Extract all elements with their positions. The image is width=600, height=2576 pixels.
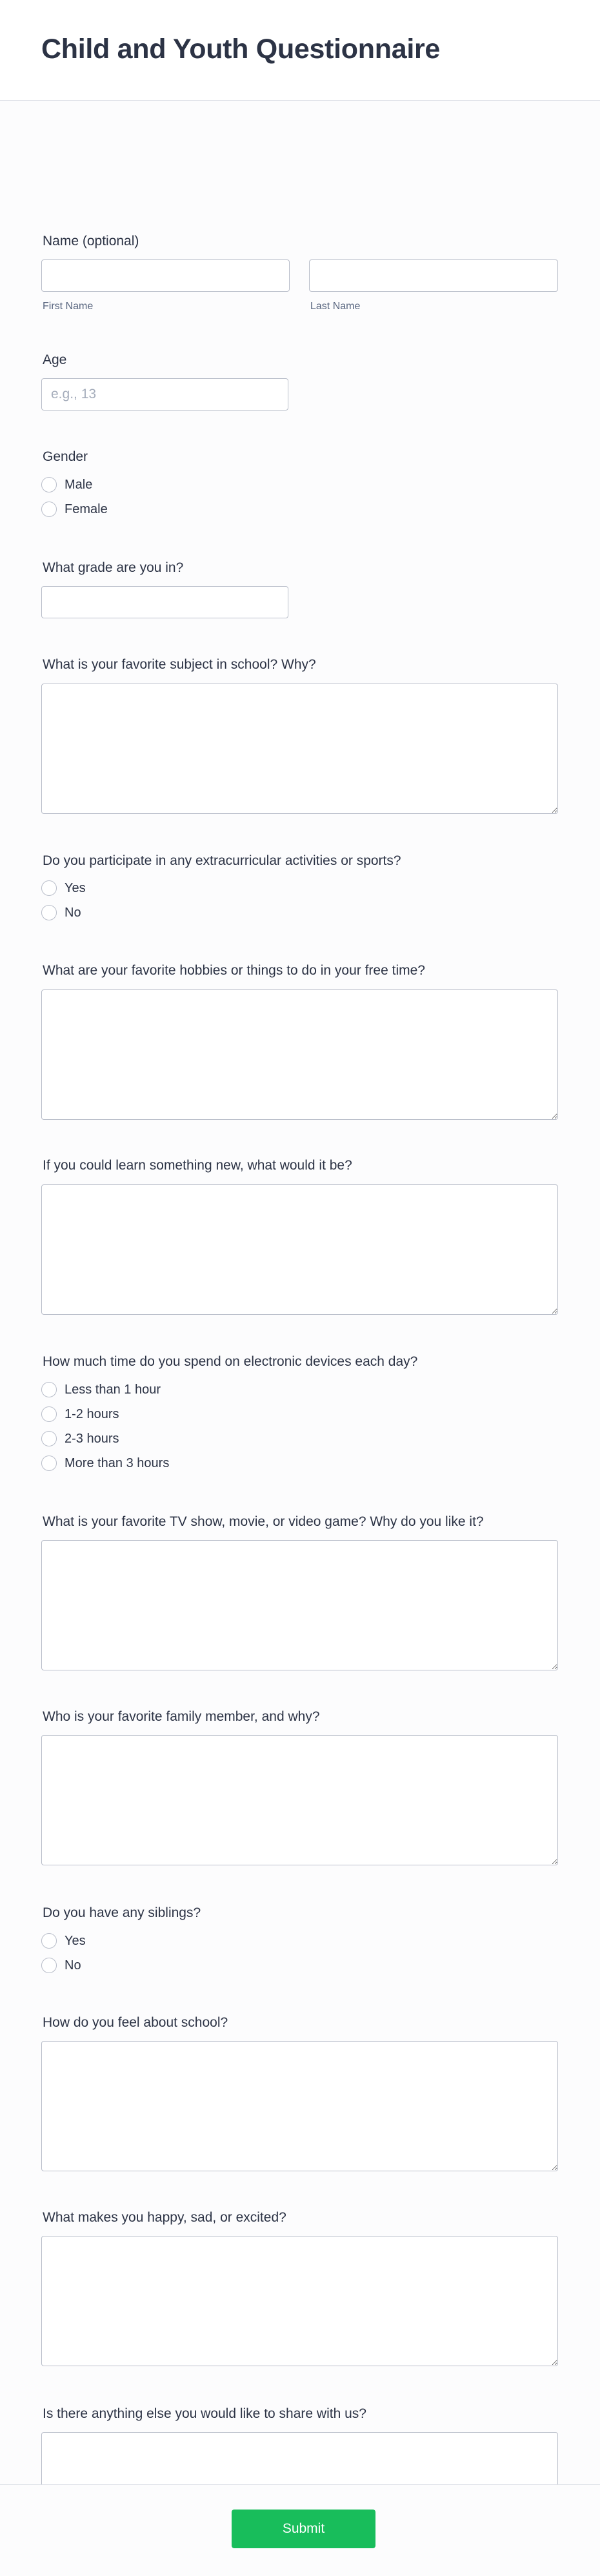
radio-label: Yes <box>65 880 86 895</box>
radio-label: Yes <box>65 1933 86 1948</box>
radio-button[interactable] <box>41 1455 57 1471</box>
radio-button[interactable] <box>41 1431 57 1446</box>
screen-time-option-1-2[interactable] <box>41 1405 119 1424</box>
form-header <box>0 0 600 101</box>
name-label: Name (optional) <box>43 234 139 248</box>
radio-label: 2-3 hours <box>65 1431 119 1446</box>
emotions-label: What makes you happy, sad, or excited? <box>43 2210 286 2225</box>
radio-button[interactable] <box>41 905 57 920</box>
grade-input[interactable] <box>41 586 288 618</box>
radio-button[interactable] <box>41 1406 57 1422</box>
radio-label: No <box>65 905 81 920</box>
family-member-textarea[interactable] <box>41 1735 558 1865</box>
last-name-input[interactable] <box>309 259 558 292</box>
form-footer <box>0 2484 600 2576</box>
radio-button[interactable] <box>41 1382 57 1397</box>
feel-school-textarea[interactable] <box>41 2041 558 2171</box>
favorite-subject-label: What is your favorite subject in school? Why? <box>43 657 316 672</box>
siblings-label: Do you have any siblings? <box>43 1905 201 1920</box>
radio-button[interactable] <box>41 502 57 517</box>
screen-time-option-2-3[interactable] <box>41 1429 119 1448</box>
gender-label: Gender <box>43 449 88 464</box>
last-name-sublabel: Last Name <box>310 301 361 312</box>
family-member-label: Who is your favorite family member, and why? <box>43 1709 320 1724</box>
screen-time-option-less-1[interactable] <box>41 1380 161 1399</box>
screen-time-option-more-3[interactable] <box>41 1454 169 1473</box>
learn-new-label: If you could learn something new, what would it be? <box>43 1158 352 1173</box>
radio-label: More than 3 hours <box>65 1455 170 1470</box>
age-input[interactable] <box>41 378 288 411</box>
radio-button[interactable] <box>41 880 57 896</box>
emotions-textarea[interactable] <box>41 2236 558 2366</box>
favorite-media-label: What is your favorite TV show, movie, or video game? Why do you like it? <box>43 1514 484 1529</box>
anything-else-label: Is there anything else you would like to share with us? <box>43 2406 366 2421</box>
feel-school-label: How do you feel about school? <box>43 2015 228 2030</box>
radio-label: 1-2 hours <box>65 1406 119 1421</box>
gender-option-male[interactable] <box>41 475 92 494</box>
first-name-sublabel: First Name <box>43 301 94 312</box>
extracurricular-option-yes[interactable] <box>41 878 86 898</box>
siblings-option-yes[interactable] <box>41 1931 86 1951</box>
extracurricular-label: Do you participate in any extracurricular activities or sports? <box>43 853 401 868</box>
favorite-subject-textarea[interactable] <box>41 684 558 814</box>
radio-label: Less than 1 hour <box>65 1382 161 1397</box>
radio-label: No <box>65 1958 81 1973</box>
hobbies-textarea[interactable] <box>41 989 558 1120</box>
hobbies-label: What are your favorite hobbies or things to do in your free time? <box>43 963 425 978</box>
radio-label: Male <box>65 477 93 492</box>
radio-button[interactable] <box>41 1933 57 1949</box>
extracurricular-option-no[interactable] <box>41 903 81 922</box>
grade-label: What grade are you in? <box>43 560 184 575</box>
submit-button[interactable]: Submit <box>232 2510 375 2548</box>
radio-label: Female <box>65 502 108 516</box>
favorite-media-textarea[interactable] <box>41 1540 558 1670</box>
gender-option-female[interactable] <box>41 500 108 519</box>
radio-button[interactable] <box>41 477 57 492</box>
form-title: Child and Youth Questionnaire <box>41 34 441 65</box>
screen-time-label: How much time do you spend on electronic devices each day? <box>43 1354 418 1369</box>
age-label: Age <box>43 352 67 367</box>
learn-new-textarea[interactable] <box>41 1184 558 1315</box>
radio-button[interactable] <box>41 1958 57 1973</box>
first-name-input[interactable] <box>41 259 290 292</box>
siblings-option-no[interactable] <box>41 1956 81 1975</box>
